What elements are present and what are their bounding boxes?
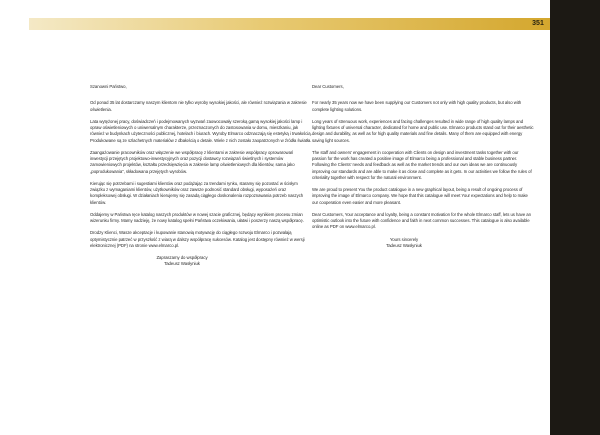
greeting-pl: Szanowni Państwo, [90, 84, 127, 89]
paragraph-pl-4: Kierując się potrzebami i sugestiami klientów oraz podążając za trendami rynku, staramy się pozostać w ścisłym związku z wymaganiami klientów, użytkowników oraz zawsze podnosić standard obsługi, wyposażeń oraz kompleksowej obsługi. W działaniach kierujemy się zasadą ciągłego doskonalenia rozpoznawania potrzeb naszych klientów. [90, 180, 304, 205]
paragraph-pl-5: Oddajemy w Państwa ręce katalog naszych produktów w nowej szacie graficznej, będący wynikiem procesu zmian wizerunku firmy. Mamy nadzieję, że nowy katalog spełni Państwa oczekiwania, ułatwi i poszerzy naszą współpracę. [90, 211, 304, 223]
paragraph-pl-1: Od ponad 35 lat dostarczamy naszym klientom nie tylko wyroby wysokiej jakości, ale również rozwiązania w zakresie oświetlenia. [90, 100, 307, 112]
paragraph-en-3: The staff and owners' engagement in cooperation with Clients on design and investment tasks together with our passion for the work has created a positive image of Elmarco being a professional and stable business partner. Following the Clients' needs and feedback as well as the market trends and our own ideas we are continuously improving our standards and are able to make it as close and complete as it gets. In our activities we follow the rules of criteriality together with respect for the natural environment. [312, 149, 532, 180]
signatory-en: Tadeusz Wasłyniuk [386, 242, 422, 248]
header-bar [29, 18, 550, 30]
paragraph-en-5: Dear Customers, Your acceptance and loyalty, being a constant motivation for the whole Elmarco staff, lets us have an optimistic outlook into the future with confidence and faith in next common successes. This catalogue is also available online as PDF on www.elmarco.pl. [312, 211, 531, 230]
closing-pl: Zapraszamy do współpracy [156, 255, 208, 260]
paragraph-pl-3: Zaangażowanie pracowników oraz włączenie we współpracę z klientami w zakresie współpracy oprowarowań inwestycji przejętych projektowo-inwestycyjnych oraz pozycji dostawcy rozwiązań świetlnych i systemów zamowieniowych projektów, kształtu przedsięwzięcia w zakresie lamp oświetleniowych dla klientów, sama jako „poprodukowania”, składowana przejętych wyrobów. [90, 149, 295, 174]
paragraph-en-4: We are proud to present You the product catalogue in a new graphical layout, being a result of ongoing process of improving the image of Elmarco company. We hope that this catalogue will meet Your expectations and help to make our cooperation even easier and more pleasant. [312, 187, 528, 205]
signatory-pl: Tadeusz Wasłyniuk [164, 261, 200, 267]
paragraph-pl-2: Lata wytężonej pracy, doświadczeń i podejmowanych wyzwań zaowocowały szeroką gamą wysokiej jakości lamp i opraw oświetleniowych o uniwersalnym charakterze, przeznaczonych do zastosowania w domu, mieszkaniu, jak również w budynkach użyteczności publicznej, hotelach i biurach. Wyroby Elmarco odznaczają się estetyką i trwałością. Produkowane są ze szlachetnych materiałów z dbałością o detale. Wiele z nich zostało zaopatrzonych w źródła światła. [90, 118, 312, 143]
signature-block-pl [90, 255, 274, 268]
signature-block-en [312, 237, 496, 250]
right-sidebar [550, 0, 600, 435]
closing-en: Yours sincerely [389, 236, 419, 242]
greeting-en: Dear Customers, [312, 84, 344, 89]
letter-polish [90, 84, 312, 268]
page-number: 351 [532, 20, 544, 27]
paragraph-pl-6: Drodzy Klienci, Wasze akceptacje i kupowanie stanowią motywację do ciągłego rozwoju Elmarco i pozwalają optymistycznie patrzeć w przyszłość z wiarą w dalszy współpracę sukcesów. Katalog jest dostępny również w wersji elektronicznej (PDF) na stronie www.elmarco.pl. [90, 230, 305, 248]
letter-english [312, 84, 534, 249]
paragraph-en-1: For nearly 35 years now we have been supplying our Customers not only with high quality products, but also with complete lighting solutions. [312, 100, 522, 112]
paragraph-en-2: Long years of strenuous work, experiences and facing challenges resulted in wide range of high quality lamps and lighting fixtures of universal character, dedicated for home and public use. Elmarco products stand out for their aesthetic design and durability, as well as for high quality materials and fine details. Many of them are equipped with energy saving light sources. [312, 118, 534, 143]
